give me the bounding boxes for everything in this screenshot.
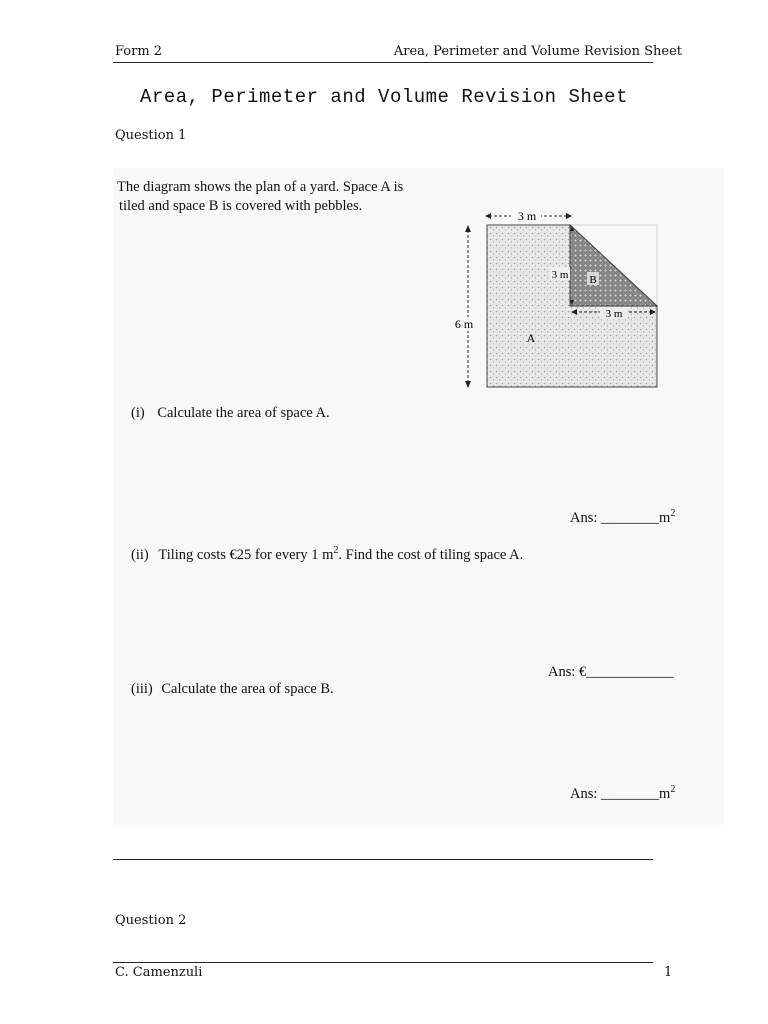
- region-b-label: B: [589, 274, 597, 286]
- arrow-up-icon: [465, 225, 471, 232]
- yard-plan-diagram: [453, 208, 713, 408]
- part-i-answer-prefix: Ans: ________: [570, 509, 660, 526]
- page-title: Area, Perimeter and Volume Revision Sheet: [140, 86, 628, 108]
- part-iii-answer-sup: 2: [670, 784, 676, 795]
- inner-vertical-label: 3 m: [551, 269, 569, 281]
- part-iii-answer-unit: m: [659, 785, 671, 802]
- top-dimension-label: 3 m: [517, 209, 537, 223]
- footer-rule: [113, 962, 653, 963]
- question-1-heading: Question 1: [115, 128, 187, 143]
- header-left: Form 2: [115, 44, 163, 59]
- side-dimension-label: 6 m: [454, 317, 474, 331]
- part-i-answer: [570, 508, 675, 527]
- arrow-left-icon: [485, 213, 491, 219]
- section-divider: [113, 859, 653, 860]
- question-2-heading: Question 2: [115, 913, 187, 928]
- part-i-answer-sup: 2: [670, 508, 676, 519]
- header-rule: [113, 62, 653, 63]
- intro-line-1: The diagram shows the plan of a yard. Space A is: [117, 179, 404, 195]
- part-ii: [131, 542, 523, 564]
- header-right: Area, Perimeter and Volume Revision Sheet: [393, 44, 682, 59]
- question-1-scan: [113, 168, 724, 825]
- part-i-text: Calculate the area of space A.: [157, 405, 330, 421]
- inner-horizontal-label: 3 m: [605, 308, 623, 320]
- part-iii-answer-prefix: Ans: ________: [570, 785, 660, 802]
- part-iii: [131, 680, 334, 698]
- intro-line-2: tiled and space B is covered with pebbles.: [119, 198, 363, 214]
- part-ii-text-sup: 2: [333, 545, 339, 556]
- part-iii-answer: [570, 784, 675, 803]
- part-ii-number: (ii): [131, 546, 149, 563]
- region-a-label: A: [526, 331, 536, 345]
- part-ii-text-after: . Find the cost of tiling space A.: [338, 546, 524, 563]
- page-number: 1: [664, 965, 673, 980]
- part-iii-number: (iii): [131, 681, 153, 697]
- footer-author: C. Camenzuli: [115, 965, 203, 980]
- part-ii-text: [158, 547, 523, 563]
- space-b: [570, 225, 657, 306]
- part-iii-text: Calculate the area of space B.: [161, 681, 334, 697]
- part-ii-text-before: Tiling costs €25 for every 1 m: [158, 546, 334, 563]
- part-ii-answer: Ans: €____________: [548, 664, 674, 680]
- part-i: [131, 404, 330, 422]
- part-i-answer-unit: m: [659, 509, 671, 526]
- arrow-right-icon: [566, 213, 572, 219]
- part-i-number: (i): [131, 405, 145, 421]
- arrow-down-icon: [465, 381, 471, 388]
